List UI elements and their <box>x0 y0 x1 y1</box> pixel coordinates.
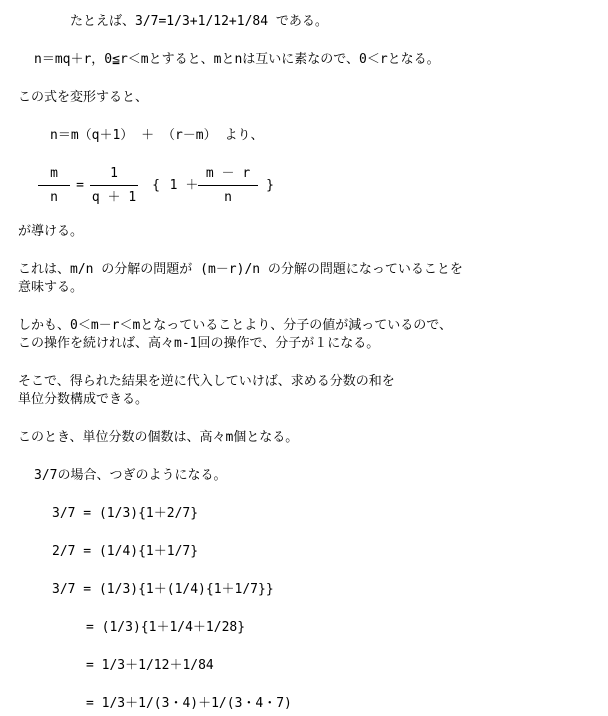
equation-line-2: 2/7 = (1/4){1＋1/7} <box>52 544 199 559</box>
rhs-fraction-bar <box>198 185 258 186</box>
mid-numerator: 1 <box>110 166 118 181</box>
text-line-9: この操作を続ければ、高々m-1回の操作で、分子が１になる。 <box>18 336 380 351</box>
equation-line-4: = (1/3){1＋1/4＋1/28} <box>86 620 246 635</box>
text-line-8: しかも、0＜m－r＜mとなっていることより、分子の値が減っているので、 <box>18 318 453 333</box>
mid-denominator: q ＋ 1 <box>91 190 137 205</box>
lhs-numerator: m <box>50 166 58 181</box>
text-line-4: n＝m（q＋1） ＋ （r－m） より、 <box>50 128 264 143</box>
text-line-6: これは、m/n の分解の問題が (m－r)/n の分解の問題になっていることを <box>18 262 463 277</box>
text-line-10: そこで、得られた結果を逆に代入していけば、求める分数の和を <box>18 374 395 389</box>
text-line-2: n＝mq＋r，0≦r＜mとすると、mとnは互いに素なので、0＜rとなる。 <box>34 52 440 67</box>
text-line-3: この式を変形すると、 <box>18 90 149 105</box>
equation-line-3: 3/7 = (1/3){1＋(1/4){1＋1/7}} <box>52 582 274 597</box>
equation-line-5: = 1/3＋1/12＋1/84 <box>86 658 214 673</box>
equals-sign: = <box>76 178 84 193</box>
equation-line-6: = 1/3＋1/(3・4)＋1/(3・4・7) <box>86 696 292 711</box>
lhs-fraction-bar <box>38 185 70 186</box>
open-brace: { <box>152 178 160 193</box>
equation-line-1: 3/7 = (1/3){1＋2/7} <box>52 506 199 521</box>
one-plus: 1 ＋ <box>169 178 199 193</box>
rhs-numerator: m － r <box>205 166 251 181</box>
lhs-denominator: n <box>50 190 58 205</box>
text-line-5: が導ける。 <box>18 224 84 239</box>
text-line-1: たとえば、3/7=1/3+1/12+1/84 である。 <box>70 14 328 29</box>
text-line-11: 単位分数構成できる。 <box>18 392 149 407</box>
text-line-12: このとき、単位分数の個数は、高々m個となる。 <box>18 430 299 445</box>
text-line-7: 意味する。 <box>18 280 84 295</box>
mid-fraction-bar <box>90 185 138 186</box>
text-line-13: 3/7の場合、つぎのようになる。 <box>34 468 227 483</box>
close-brace: } <box>266 178 274 193</box>
rhs-denominator: n <box>224 190 232 205</box>
